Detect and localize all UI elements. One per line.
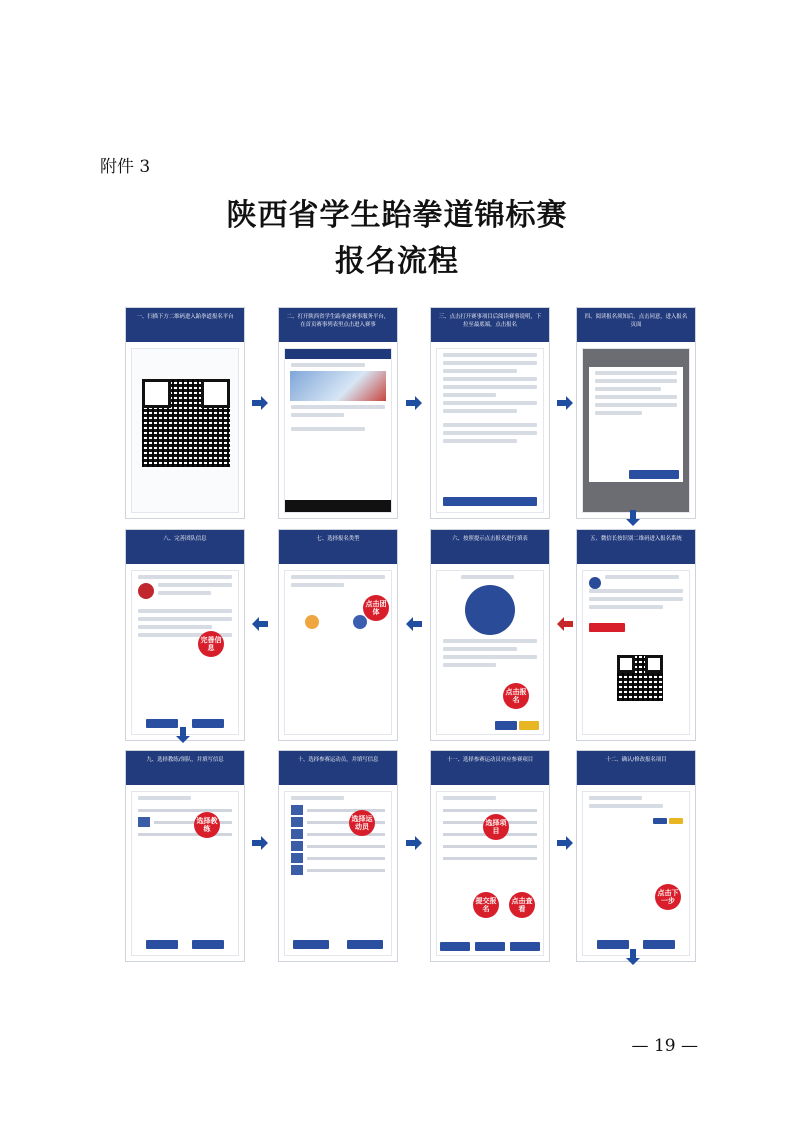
step-panel-1 — [125, 307, 245, 519]
badge-click-team: 点击团体 — [363, 595, 389, 621]
arrow-down-icon — [626, 510, 640, 526]
badge-select-item: 选择项目 — [483, 814, 509, 840]
arrow-left-icon — [557, 617, 573, 631]
edit-button[interactable] — [653, 818, 667, 824]
arrow-right-icon — [406, 836, 422, 850]
document-subtitle: 报名流程 — [335, 244, 459, 279]
document-title: 陕西省学生跆拳道锦标赛 — [226, 198, 568, 233]
step-panel-11 — [430, 750, 550, 962]
submit-signup-button[interactable] — [475, 942, 505, 951]
agree-button[interactable] — [629, 470, 679, 479]
event-banner — [290, 371, 386, 401]
view-button[interactable] — [519, 721, 539, 730]
step-panel-4 — [576, 307, 696, 519]
type-screen — [284, 570, 392, 735]
prev-button[interactable] — [146, 719, 178, 728]
step-caption: 十一、选择参赛运动员对应参赛项目 — [431, 751, 549, 785]
badge-click-next: 点击下一步 — [655, 884, 681, 910]
next-button[interactable] — [192, 719, 224, 728]
qr-screen — [131, 348, 239, 513]
prev-button[interactable] — [146, 940, 178, 949]
coach-screen — [131, 791, 239, 956]
association-logo — [465, 585, 515, 635]
attachment-label: 附件 3 — [100, 157, 151, 177]
step-caption: 四、阅读报名须知后，点击同意，进入报名页面 — [577, 308, 695, 342]
next-button[interactable] — [643, 940, 675, 949]
badge-select-coach: 选择教练 — [194, 812, 220, 838]
step-panel-12 — [576, 750, 696, 962]
arrow-left-icon — [406, 617, 422, 631]
arrow-right-icon — [406, 396, 422, 410]
step-panel-10 — [278, 750, 398, 962]
arrow-right-icon — [252, 836, 268, 850]
delete-button[interactable] — [669, 818, 683, 824]
step-panel-6 — [430, 529, 550, 741]
arrow-right-icon — [252, 396, 268, 410]
notice-dialog — [589, 367, 683, 482]
badge-click-signup: 点击报名 — [503, 683, 529, 709]
team-info-screen — [131, 570, 239, 735]
step-caption: 七、选择报名类型 — [279, 530, 397, 564]
page-number: — 19 — — [631, 1036, 698, 1056]
arrow-down-icon — [176, 727, 190, 743]
select-athlete-button[interactable] — [440, 942, 470, 951]
document-screen — [436, 348, 544, 513]
selected-items-button[interactable] — [347, 940, 383, 949]
step-panel-8 — [125, 529, 245, 741]
step-panel-2 — [278, 307, 398, 519]
item-screen — [436, 791, 544, 956]
arrow-right-icon — [557, 836, 573, 850]
arrow-right-icon — [557, 396, 573, 410]
prev-button[interactable] — [293, 940, 329, 949]
step-panel-3 — [430, 307, 550, 519]
athlete-screen — [284, 791, 392, 956]
individual-option[interactable] — [305, 615, 319, 629]
step-caption: 十二、确认/修改报名项目 — [577, 751, 695, 785]
selected-items-button[interactable] — [510, 942, 540, 951]
signup-button[interactable] — [495, 721, 517, 730]
arrow-left-icon — [252, 617, 268, 631]
step-caption: 五、微信长按识别二维码进入报名系统 — [577, 530, 695, 564]
badge-submit-signup: 提交报名 — [473, 892, 499, 918]
qr-code — [617, 655, 663, 701]
step-caption: 十、选择参赛运动员，并填写信息 — [279, 751, 397, 785]
step-caption: 八、完善团队信息 — [126, 530, 244, 564]
event-screen — [436, 570, 544, 735]
step-caption: 一、扫描下方二维码进入跆拳道报名平台 — [126, 308, 244, 342]
badge-select-athlete: 选择运动员 — [349, 810, 375, 836]
prev-button[interactable] — [597, 940, 629, 949]
notice-screen — [582, 348, 690, 513]
team-option[interactable] — [353, 615, 367, 629]
step-caption: 三、点击打开赛事项目后阅读赛事说明，下拉至最底端，点击报名 — [431, 308, 549, 342]
step-caption: 九、选择教练/领队，并填写信息 — [126, 751, 244, 785]
next-button[interactable] — [192, 940, 224, 949]
arrow-down-icon — [626, 949, 640, 965]
badge-perfect-info: 完善信息 — [198, 631, 224, 657]
step-panel-5 — [576, 529, 696, 741]
confirm-screen — [582, 791, 690, 956]
phone-screen — [284, 348, 392, 513]
badge-click-view: 点击查看 — [509, 892, 535, 918]
signup-button[interactable] — [443, 497, 537, 506]
step-caption: 六、按照提示点击报名进行填表 — [431, 530, 549, 564]
step-caption: 二、打开陕西省学生跆拳道赛事服务平台，在首页赛事列表里点击进入赛事 — [279, 308, 397, 342]
step-panel-9 — [125, 750, 245, 962]
step-panel-7 — [278, 529, 398, 741]
qr-code — [142, 379, 230, 467]
signup-now-button[interactable] — [589, 623, 625, 632]
wechat-screen — [582, 570, 690, 735]
